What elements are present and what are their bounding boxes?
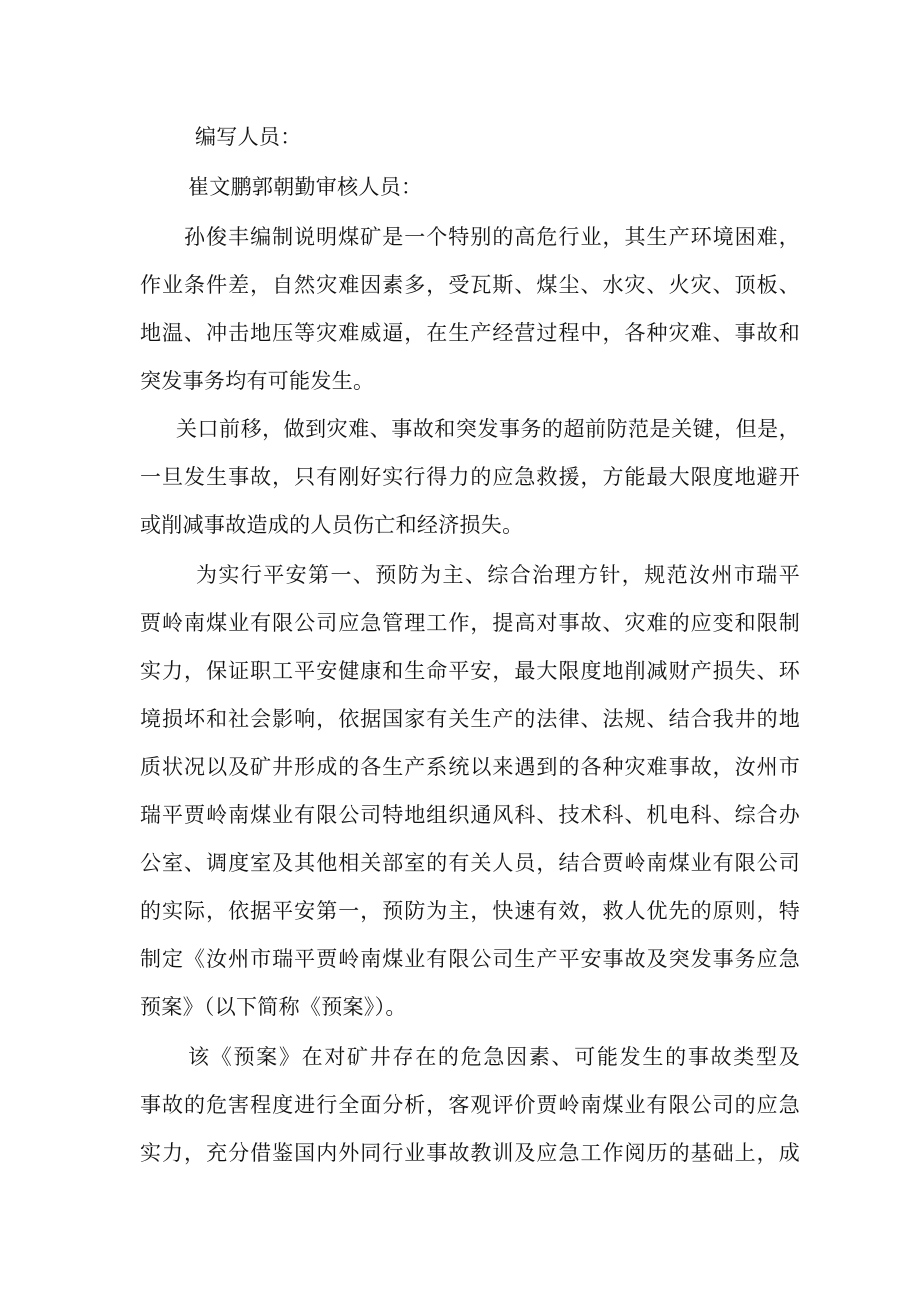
paragraph-3-line-4: 境损坏和社会影响，依据国家有关生产的法律、法规、结合我井的地	[140, 707, 800, 731]
paragraph-3-line-8: 的实际，依据平安第一，预防为主，快速有效，救人优先的原则，特	[140, 899, 800, 923]
paragraph-1-line-3: 地温、冲击地压等灾难威逼，在生产经营过程中，各种灾难、事故和	[140, 321, 800, 345]
paragraph-4-line-1: 该《预案》在对矿井存在的危急因素、可能发生的事故类型及	[188, 1045, 800, 1069]
paragraph-1-line-4: 突发事务均有可能发生。	[140, 369, 375, 393]
compiler-label: 编写人员：	[195, 125, 302, 149]
paragraph-3-line-10: 预案》（以下简称《预案》）。	[140, 995, 407, 1019]
paragraph-3-line-2: 贾岭南煤业有限公司应急管理工作，提高对事故、灾难的应变和限制	[140, 611, 800, 635]
paragraph-2-line-2: 一旦发生事故，只有刚好实行得力的应急救援，方能最大限度地避开	[140, 465, 800, 489]
paragraph-3-line-7: 公室、调度室及其他相关部室的有关人员，结合贾岭南煤业有限公司	[140, 851, 800, 875]
paragraph-1-line-2: 作业条件差，自然灾难因素多，受瓦斯、煤尘、水灾、火灾、顶板、	[140, 273, 800, 297]
paragraph-4-line-2: 事故的危害程度进行全面分析，客观评价贾岭南煤业有限公司的应急	[140, 1093, 800, 1117]
paragraph-3-line-3: 实力，保证职工平安健康和生命平安，最大限度地削减财产损失、环	[140, 659, 800, 683]
paragraph-3-line-5: 质状况以及矿井形成的各生产系统以来遇到的各种灾难事故，汝州市	[140, 755, 800, 779]
paragraph-3-line-6: 瑞平贾岭南煤业有限公司特地组织通风科、技术科、机电科、综合办	[140, 803, 800, 827]
paragraph-3-line-9: 制定《汝州市瑞平贾岭南煤业有限公司生产平安事故及突发事务应急	[140, 947, 800, 971]
paragraph-3-line-1: 为实行平安第一、预防为主、综合治理方针，规范汝州市瑞平	[196, 563, 800, 587]
paragraph-2-line-1: 关口前移，做到灾难、事故和突发事务的超前防范是关键，但是，	[176, 417, 800, 441]
reviewer-line: 崔文鹏郭朝勤审核人员：	[188, 175, 423, 199]
paragraph-1-line-1: 孙俊丰编制说明煤矿是一个特别的高危行业，其生产环境困难，	[184, 225, 800, 249]
paragraph-2-line-3: 或削减事故造成的人员伤亡和经济损失。	[140, 513, 524, 537]
paragraph-4-line-3: 实力，充分借鉴国内外同行业事故教训及应急工作阅历的基础上，成	[140, 1141, 800, 1165]
